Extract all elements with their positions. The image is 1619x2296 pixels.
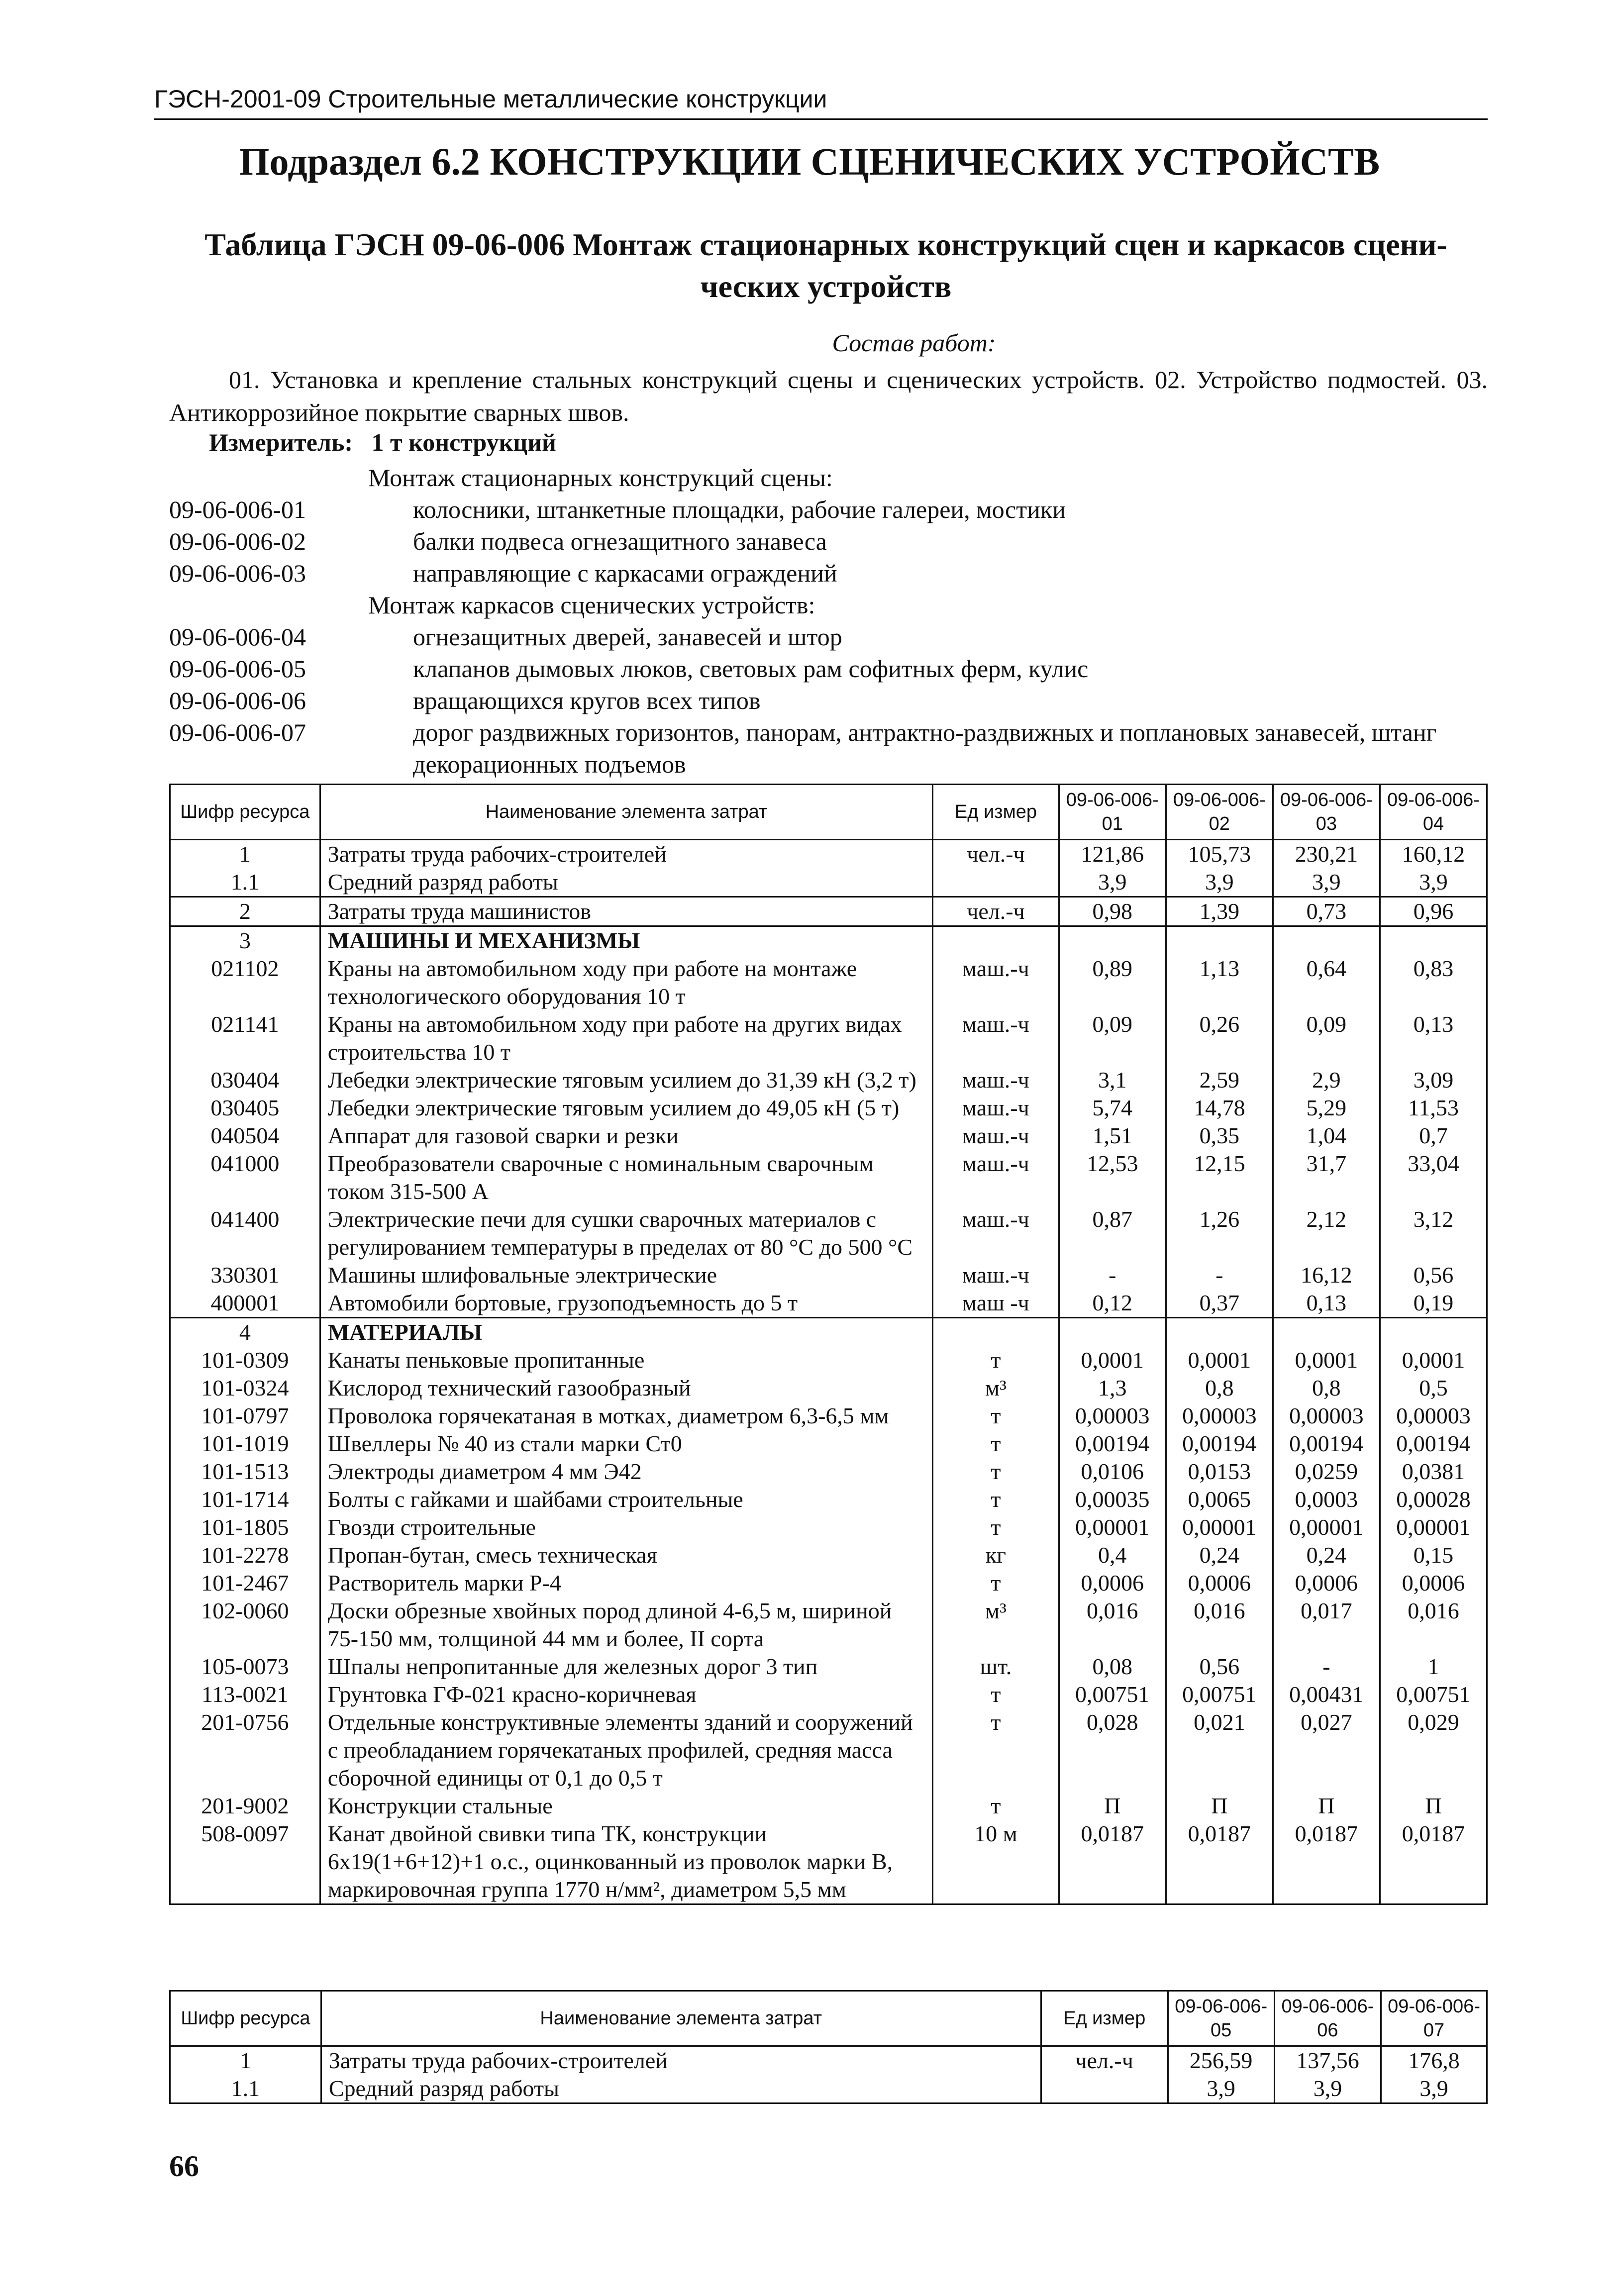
work-item: [169, 621, 1488, 653]
cell-value: 12,15: [1166, 1150, 1273, 1205]
cell-value: 0,7: [1380, 1122, 1487, 1150]
cell-value: [1380, 1318, 1487, 1347]
cell-value: [1059, 1318, 1166, 1347]
cell-value: 0,12: [1059, 1289, 1166, 1318]
cell-value: 0,96: [1380, 897, 1487, 926]
cell-value: 105,73: [1166, 840, 1273, 869]
work-item: [169, 525, 1488, 557]
work-item: [169, 557, 1488, 589]
cell-name: Краны на автомобильном ходу при работе на других видах строительства 10 т: [320, 1010, 932, 1066]
cell-value: 1,04: [1273, 1122, 1380, 1150]
table-row: [170, 1289, 1487, 1318]
table-row: [170, 1792, 1487, 1820]
cell-value: 3,12: [1380, 1205, 1487, 1261]
cell-unit: т: [933, 1708, 1059, 1792]
cell-value: 2,12: [1273, 1205, 1380, 1261]
table1-body: [170, 840, 1487, 1904]
cell-value: 0,0001: [1166, 1346, 1273, 1374]
cell-value: 256,59: [1168, 2046, 1274, 2075]
cell-name: Канаты пеньковые пропитанные: [320, 1346, 932, 1374]
table-row: [170, 1513, 1487, 1541]
cell-value: 14,78: [1166, 1094, 1273, 1122]
cell-value: 0,0187: [1166, 1820, 1273, 1904]
cell-name: Затраты труда рабочих-строителей: [320, 840, 932, 869]
cell-unit: м³: [933, 1597, 1059, 1653]
cell-value: 0,26: [1166, 1010, 1273, 1066]
cell-value: 12,53: [1059, 1150, 1166, 1205]
cell-unit: маш.-ч: [933, 1150, 1059, 1205]
cell-value: 1,3: [1059, 1374, 1166, 1402]
cell-code: 021102: [170, 955, 320, 1010]
header-col-3: 09-06-006-03: [1273, 785, 1380, 840]
cell-value: 0,56: [1166, 1653, 1273, 1681]
table2-body: [170, 2046, 1487, 2103]
cell-value: 3,9: [1380, 868, 1487, 897]
cell-unit: кг: [933, 1541, 1059, 1569]
cell-value: 0,0187: [1273, 1820, 1380, 1904]
table-row: [170, 1122, 1487, 1150]
cell-code: 030404: [170, 1066, 320, 1094]
work-item: [169, 653, 1488, 685]
cell-name: Грунтовка ГФ-021 красно-коричневая: [320, 1681, 932, 1708]
cell-name: Отдельные конструктивные элементы зданий и сооружений с преобладанием горячекатаных профилей, средняя масса сборочной единицы от 0,1 до 0,5 т: [320, 1708, 932, 1792]
table-row: [170, 2046, 1487, 2075]
work-code: 09-06-006-02: [169, 527, 306, 555]
cell-code: 101-0324: [170, 1374, 320, 1402]
cell-value: 0,016: [1166, 1597, 1273, 1653]
cell-unit: чел.-ч: [933, 897, 1059, 926]
cell-value: 0,00194: [1380, 1430, 1487, 1458]
cell-value: 0,0065: [1166, 1486, 1273, 1513]
header-col-1: 09-06-006-01: [1059, 785, 1166, 840]
cell-value: 176,8: [1381, 2046, 1487, 2075]
cell-code: 040504: [170, 1122, 320, 1150]
header-name: Наименование элемента затрат: [321, 1991, 1041, 2046]
cell-value: 0,0187: [1380, 1820, 1487, 1904]
cell-name: Краны на автомобильном ходу при работе на монтаже технологического оборудования 10 т: [320, 955, 932, 1010]
cell-value: 0,0003: [1273, 1486, 1380, 1513]
cell-value: [1273, 1318, 1380, 1347]
work-code: 09-06-006-05: [169, 655, 306, 683]
cell-value: 1,51: [1059, 1122, 1166, 1150]
work-text: клапанов дымовых люков, световых рам софитных ферм, кулис: [413, 655, 1089, 683]
cell-unit: чел.-ч: [1041, 2046, 1168, 2075]
work-item: [169, 716, 1488, 780]
cell-value: [1059, 926, 1166, 955]
cell-unit: чел.-ч: [933, 840, 1059, 869]
cell-value: 0,017: [1273, 1597, 1380, 1653]
header-name: Наименование элемента затрат: [320, 785, 932, 840]
work-code: 09-06-006-04: [169, 623, 306, 651]
header-col-3: 09-06-006-07: [1381, 1991, 1487, 2046]
cell-name: Проволока горячекатаная в мотках, диаметром 6,3-6,5 мм: [320, 1402, 932, 1430]
header-col-1: 09-06-006-05: [1168, 1991, 1274, 2046]
cell-value: 0,00751: [1166, 1681, 1273, 1708]
cell-value: 0,00028: [1380, 1486, 1487, 1513]
table-row: [170, 1653, 1487, 1681]
cell-code: 330301: [170, 1261, 320, 1289]
cell-unit: т: [933, 1792, 1059, 1820]
cell-value: 0,00003: [1380, 1402, 1487, 1430]
cell-value: 0,021: [1166, 1708, 1273, 1792]
work-text: вращающихся кругов всех типов: [413, 687, 761, 714]
table-row: [170, 1820, 1487, 1904]
table-title-line1: Таблица ГЭСН 09-06-006 Монтаж стационарных конструкций сцен и каркасов сцени-: [204, 227, 1447, 262]
cell-value: [1166, 1318, 1273, 1347]
work-text: дорог раздвижных горизонтов, панорам, антрактно-раздвижных и поплановых занавесей, штанг декорационных подъемов: [413, 718, 1437, 778]
cell-value: 2,9: [1273, 1066, 1380, 1094]
cell-unit: т: [933, 1346, 1059, 1374]
cell-value: 0,00751: [1380, 1681, 1487, 1708]
work-code: 09-06-006-01: [169, 496, 306, 523]
work-code: 09-06-006-07: [169, 718, 306, 746]
work-item: [169, 685, 1488, 716]
page-number: 66: [169, 2150, 199, 2183]
cell-value: 3,09: [1380, 1066, 1487, 1094]
cell-value: 1,13: [1166, 955, 1273, 1010]
cell-name: Лебедки электрические тяговым усилием до 31,39 кН (3,2 т): [320, 1066, 932, 1094]
table-row: [170, 1066, 1487, 1094]
cell-unit: [1041, 2075, 1168, 2103]
cell-code: 101-2467: [170, 1569, 320, 1597]
cell-code: 2: [170, 897, 320, 926]
cell-code: 1.1: [170, 2075, 321, 2103]
cell-value: 0,5: [1380, 1374, 1487, 1402]
cell-code: 041400: [170, 1205, 320, 1261]
table-row: [170, 1569, 1487, 1597]
cell-unit: [933, 926, 1059, 955]
cell-value: 0,98: [1059, 897, 1166, 926]
cell-name: Кислород технический газообразный: [320, 1374, 932, 1402]
table-row: [170, 1374, 1487, 1402]
header-code: Шифр ресурса: [170, 1991, 321, 2046]
cell-value: 0,0381: [1380, 1458, 1487, 1486]
cell-unit: м³: [933, 1374, 1059, 1402]
cell-value: 0,0187: [1059, 1820, 1166, 1904]
cell-value: 11,53: [1380, 1094, 1487, 1122]
cell-value: П: [1166, 1792, 1273, 1820]
section-title: Подраздел 6.2 КОНСТРУКЦИИ СЦЕНИЧЕСКИХ УСТРОЙСТВ: [239, 140, 1380, 183]
cell-name: МАШИНЫ И МЕХАНИЗМЫ: [320, 926, 932, 955]
table-row: [170, 1486, 1487, 1513]
header-code: Шифр ресурса: [170, 785, 320, 840]
table-row: [170, 868, 1487, 897]
work-text: колосники, штанкетные площадки, рабочие галереи, мостики: [413, 496, 1066, 523]
cell-name: Затраты труда рабочих-строителей: [321, 2046, 1041, 2075]
cell-value: 3,9: [1059, 868, 1166, 897]
cell-code: 030405: [170, 1094, 320, 1122]
cell-code: 3: [170, 926, 320, 955]
cell-code: 113-0021: [170, 1681, 320, 1708]
cell-unit: т: [933, 1569, 1059, 1597]
table-row: [170, 1010, 1487, 1066]
cell-name: Болты с гайками и шайбами строительные: [320, 1486, 932, 1513]
table-row: [170, 1094, 1487, 1122]
cell-value: 0,8: [1166, 1374, 1273, 1402]
running-header: ГЭСН-2001-09 Строительные металлические конструкции: [154, 85, 1488, 120]
resource-table-2: [169, 1990, 1488, 2104]
cell-value: [1273, 926, 1380, 955]
cell-value: 3,9: [1274, 2075, 1381, 2103]
cell-unit: маш.-ч: [933, 1261, 1059, 1289]
cell-value: 1,39: [1166, 897, 1273, 926]
cell-value: 230,21: [1273, 840, 1380, 869]
cell-value: 0,028: [1059, 1708, 1166, 1792]
table-row: [170, 1261, 1487, 1289]
header-col-2: 09-06-006-02: [1166, 785, 1273, 840]
cell-value: 1: [1380, 1653, 1487, 1681]
work-text: огнезащитных дверей, занавесей и штор: [413, 623, 842, 651]
table-row: [170, 1318, 1487, 1347]
cell-code: 1: [170, 2046, 321, 2075]
cell-code: 508-0097: [170, 1820, 320, 1904]
table-title: [169, 224, 1483, 307]
cell-code: 101-1714: [170, 1486, 320, 1513]
cell-value: 0,87: [1059, 1205, 1166, 1261]
cell-value: [1166, 926, 1273, 955]
cell-value: 0,00194: [1273, 1430, 1380, 1458]
cell-code: 101-1805: [170, 1513, 320, 1541]
cell-code: 1.1: [170, 868, 320, 897]
cell-unit: т: [933, 1430, 1059, 1458]
work-text: балки подвеса огнезащитного занавеса: [413, 527, 827, 555]
resource-table-1: [169, 784, 1488, 1905]
table-row: [170, 840, 1487, 869]
measure-label: Измеритель:: [209, 428, 353, 456]
cell-unit: 10 м: [933, 1820, 1059, 1904]
cell-value: 0,00001: [1059, 1513, 1166, 1541]
cell-value: 0,13: [1380, 1010, 1487, 1066]
cell-name: Конструкции стальные: [320, 1792, 932, 1820]
cell-code: 201-0756: [170, 1708, 320, 1792]
cell-name: Средний разряд работы: [320, 868, 932, 897]
cell-value: 0,027: [1273, 1708, 1380, 1792]
works-group-1: Монтаж стационарных конструкций сцены:: [368, 464, 833, 492]
cell-value: 0,0106: [1059, 1458, 1166, 1486]
cell-code: 105-0073: [170, 1653, 320, 1681]
cell-value: П: [1059, 1792, 1166, 1820]
cell-code: 400001: [170, 1289, 320, 1318]
table-row: [170, 955, 1487, 1010]
cell-value: 0,24: [1273, 1541, 1380, 1569]
cell-value: -: [1166, 1261, 1273, 1289]
cell-value: [1380, 926, 1487, 955]
cell-value: 0,73: [1273, 897, 1380, 926]
cell-value: 0,24: [1166, 1541, 1273, 1569]
works-list: [169, 462, 1488, 780]
cell-name: МАТЕРИАЛЫ: [320, 1318, 932, 1347]
table-row: [170, 1402, 1487, 1430]
cell-value: 0,0006: [1380, 1569, 1487, 1597]
cell-value: 31,7: [1273, 1150, 1380, 1205]
cell-value: 16,12: [1273, 1261, 1380, 1289]
cell-value: -: [1273, 1653, 1380, 1681]
cell-code: 1: [170, 840, 320, 869]
cell-unit: маш.-ч: [933, 1205, 1059, 1261]
table-row: [170, 2075, 1487, 2103]
table-row: [170, 1430, 1487, 1458]
cell-name: Машины шлифовальные электрические: [320, 1261, 932, 1289]
cell-code: 201-9002: [170, 1792, 320, 1820]
table-row: [170, 1458, 1487, 1486]
cell-value: 0,00001: [1380, 1513, 1487, 1541]
cell-value: 0,0006: [1273, 1569, 1380, 1597]
cell-value: 0,4: [1059, 1541, 1166, 1569]
cell-value: 0,56: [1380, 1261, 1487, 1289]
cell-unit: маш.-ч: [933, 1094, 1059, 1122]
cell-value: 0,00001: [1166, 1513, 1273, 1541]
table-row: [170, 1597, 1487, 1653]
table-row: [170, 897, 1487, 926]
cell-name: Растворитель марки Р-4: [320, 1569, 932, 1597]
cell-name: Аппарат для газовой сварки и резки: [320, 1122, 932, 1150]
cell-unit: маш.-ч: [933, 1010, 1059, 1066]
cell-name: Преобразователи сварочные с номинальным сварочным током 315-500 А: [320, 1150, 932, 1205]
cell-code: 101-0797: [170, 1402, 320, 1430]
work-item: [169, 494, 1488, 525]
cell-value: 0,37: [1166, 1289, 1273, 1318]
works-group-2: Монтаж каркасов сценических устройств:: [368, 591, 815, 619]
table-row: [170, 1205, 1487, 1261]
cell-value: 0,0259: [1273, 1458, 1380, 1486]
cell-value: 0,00035: [1059, 1486, 1166, 1513]
cell-value: 160,12: [1380, 840, 1487, 869]
cell-value: 1,26: [1166, 1205, 1273, 1261]
header-col-2: 09-06-006-06: [1274, 1991, 1381, 2046]
table-title-line2: ческих устройств: [700, 269, 952, 304]
cell-unit: маш.-ч: [933, 1066, 1059, 1094]
cell-value: 0,00003: [1273, 1402, 1380, 1430]
work-text: направляющие с каркасами ограждений: [413, 559, 837, 587]
cell-unit: т: [933, 1486, 1059, 1513]
cell-name: Шпалы непропитанные для железных дорог 3 тип: [320, 1653, 932, 1681]
cell-value: 3,9: [1166, 868, 1273, 897]
cell-value: 5,74: [1059, 1094, 1166, 1122]
cell-name: Электроды диаметром 4 мм Э42: [320, 1458, 932, 1486]
cell-value: 0,0006: [1059, 1569, 1166, 1597]
cell-name: Доски обрезные хвойных пород длиной 4-6,5 м, шириной 75-150 мм, толщиной 44 мм и более, II сорта: [320, 1597, 932, 1653]
cell-value: 3,9: [1168, 2075, 1274, 2103]
header-unit: Ед измер: [933, 785, 1059, 840]
cell-value: 0,15: [1380, 1541, 1487, 1569]
cell-value: 0,00751: [1059, 1681, 1166, 1708]
cell-code: 4: [170, 1318, 320, 1347]
cell-value: П: [1273, 1792, 1380, 1820]
header-unit: Ед измер: [1041, 1991, 1168, 2046]
cell-unit: т: [933, 1402, 1059, 1430]
cell-name: Средний разряд работы: [321, 2075, 1041, 2103]
cell-value: 0,0153: [1166, 1458, 1273, 1486]
cell-code: 101-2278: [170, 1541, 320, 1569]
cell-value: 0,8: [1273, 1374, 1380, 1402]
table-row: [170, 1708, 1487, 1792]
cell-value: 0,13: [1273, 1289, 1380, 1318]
cell-value: 0,00003: [1059, 1402, 1166, 1430]
cell-unit: т: [933, 1513, 1059, 1541]
cell-unit: маш -ч: [933, 1289, 1059, 1318]
cell-name: Пропан-бутан, смесь техническая: [320, 1541, 932, 1569]
cell-code: 102-0060: [170, 1597, 320, 1653]
table-row: [170, 1346, 1487, 1374]
cell-value: 121,86: [1059, 840, 1166, 869]
table-row: [170, 926, 1487, 955]
cell-name: Затраты труда машинистов: [320, 897, 932, 926]
cell-value: 3,9: [1381, 2075, 1487, 2103]
cell-unit: т: [933, 1458, 1059, 1486]
cell-value: 0,00003: [1166, 1402, 1273, 1430]
cell-value: 0,00194: [1059, 1430, 1166, 1458]
cell-unit: [933, 868, 1059, 897]
cell-value: 3,9: [1273, 868, 1380, 897]
cell-name: Автомобили бортовые, грузоподъемность до 5 т: [320, 1289, 932, 1318]
cell-value: 0,00001: [1273, 1513, 1380, 1541]
cell-value: 33,04: [1380, 1150, 1487, 1205]
cell-value: 0,00431: [1273, 1681, 1380, 1708]
composition-text: 01. Установка и крепление стальных конструкций сцены и сценических устройств. 02. Устройство подмостей. 03. Антикоррозийное покрытие сварных швов.: [169, 366, 1488, 426]
cell-value: 0,09: [1059, 1010, 1166, 1066]
cell-name: Канат двойной свивки типа ТК, конструкции 6х19(1+6+12)+1 о.с., оцинкованный из проволок марки В, маркировочная группа 1770 н/мм², диаметром 5,5 мм: [320, 1820, 932, 1904]
cell-value: 0,83: [1380, 955, 1487, 1010]
cell-value: -: [1059, 1261, 1166, 1289]
cell-name: Швеллеры № 40 из стали марки Ст0: [320, 1430, 932, 1458]
cell-value: 137,56: [1274, 2046, 1381, 2075]
composition-heading: Состав работ:: [832, 329, 996, 357]
cell-code: 041000: [170, 1150, 320, 1205]
work-code: 09-06-006-03: [169, 559, 306, 587]
cell-unit: маш.-ч: [933, 1122, 1059, 1150]
cell-value: 2,59: [1166, 1066, 1273, 1094]
table-row: [170, 1150, 1487, 1205]
header-col-4: 09-06-006-04: [1380, 785, 1487, 840]
work-code: 09-06-006-06: [169, 687, 306, 714]
table-row: [170, 1541, 1487, 1569]
cell-value: 0,09: [1273, 1010, 1380, 1066]
cell-code: 101-0309: [170, 1346, 320, 1374]
cell-value: 0,0001: [1059, 1346, 1166, 1374]
cell-value: 0,00194: [1166, 1430, 1273, 1458]
cell-value: 0,016: [1380, 1597, 1487, 1653]
cell-value: П: [1380, 1792, 1487, 1820]
cell-code: 101-1019: [170, 1430, 320, 1458]
cell-value: 0,0001: [1380, 1346, 1487, 1374]
table-row: [170, 1681, 1487, 1708]
cell-code: 101-1513: [170, 1458, 320, 1486]
cell-unit: т: [933, 1681, 1059, 1708]
cell-value: 5,29: [1273, 1094, 1380, 1122]
cell-value: 3,1: [1059, 1066, 1166, 1094]
cell-code: 021141: [170, 1010, 320, 1066]
cell-value: 0,029: [1380, 1708, 1487, 1792]
measure: [209, 428, 556, 457]
cell-unit: маш.-ч: [933, 955, 1059, 1010]
cell-value: 0,35: [1166, 1122, 1273, 1150]
cell-unit: шт.: [933, 1653, 1059, 1681]
measure-value: 1 т конструкций: [371, 428, 556, 456]
cell-value: 0,08: [1059, 1653, 1166, 1681]
cell-value: 0,0001: [1273, 1346, 1380, 1374]
cell-value: 0,64: [1273, 955, 1380, 1010]
cell-value: 0,89: [1059, 955, 1166, 1010]
cell-value: 0,19: [1380, 1289, 1487, 1318]
cell-value: 0,0006: [1166, 1569, 1273, 1597]
cell-value: 0,016: [1059, 1597, 1166, 1653]
cell-name: Гвозди строительные: [320, 1513, 932, 1541]
cell-name: Электрические печи для сушки сварочных материалов с регулированием температуры в пределах от 80 °С до 500 °С: [320, 1205, 932, 1261]
cell-name: Лебедки электрические тяговым усилием до 49,05 кН (5 т): [320, 1094, 932, 1122]
cell-unit: [933, 1318, 1059, 1347]
